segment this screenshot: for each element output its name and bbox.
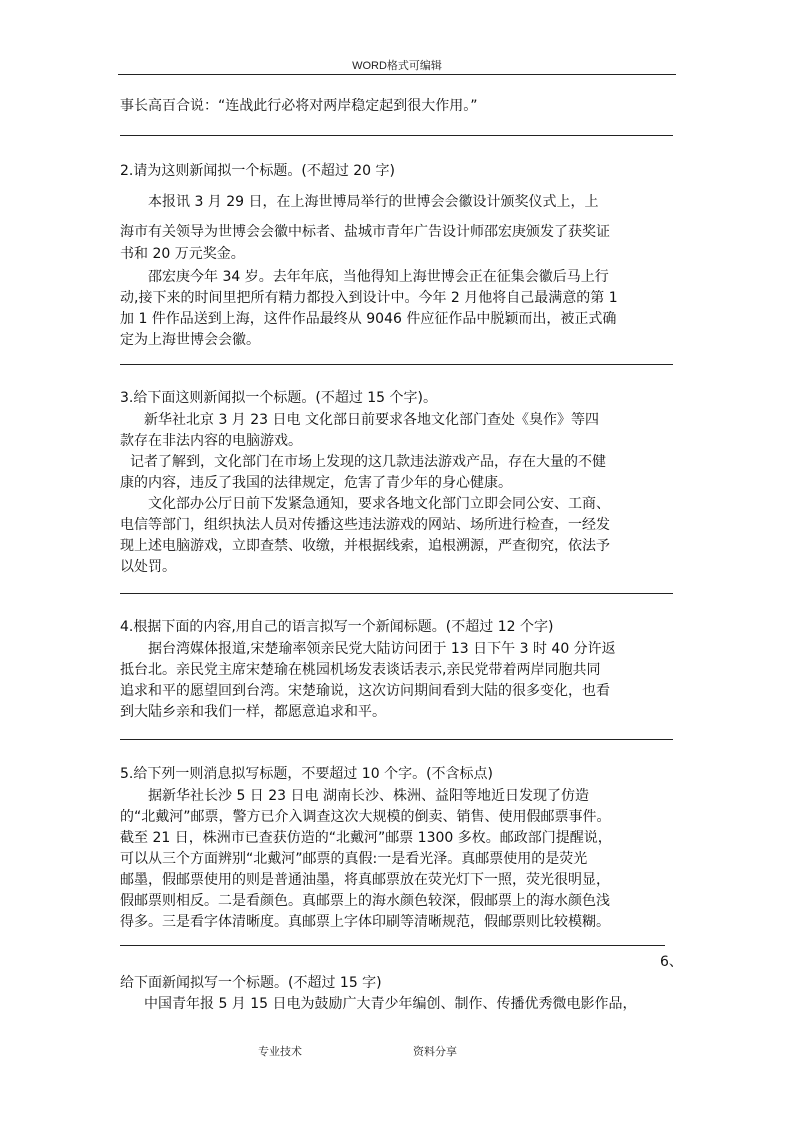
q2-line: 海市有关领导为世博会会徽中标者、盐城市青年广告设计师邵宏庚颁发了获奖证: [120, 224, 610, 240]
q2-line: 加 1 件作品送到上海，这件作品最终从 9046 件应征作品中脱颖而出，被正式确: [120, 311, 617, 327]
q2-line: 定为上海世博会会徽。: [120, 332, 260, 348]
page-header: WORD格式可编辑: [352, 60, 442, 72]
q5-line: 可以从三个方面辨别“北戴河”邮票的真假:一是看光泽。真邮票使用的是荧光: [120, 851, 588, 867]
q4-line: 到大陆乡亲和我们一样，都愿意追求和平。: [120, 704, 386, 720]
q3-line: 记者了解到，文化部门在市场上发现的这几款违法游戏产品，存在大量的不健: [130, 454, 606, 470]
q3-line: 现上述电脑游戏，立即查禁、收缴，并根据线索，追根溯源，严查彻究，依法予: [120, 538, 610, 554]
q6-number: 6、: [660, 954, 683, 970]
q1-tail: 事长高百合说：“连战此行必将对两岸稳定起到很大作用。”: [120, 98, 478, 114]
q2-line: 书和 20 万元奖金。: [120, 246, 245, 262]
q3-line: 以处罚。: [120, 559, 176, 575]
q2-line: 本报讯 3 月 29 日，在上海世博局举行的世博会会徽设计颁奖仪式上，上: [148, 194, 599, 210]
answer-line-q5[interactable]: [120, 945, 665, 946]
q5-line: 得多。三是看字体清晰度。真邮票上字体印刷等清晰规范，假邮票则比较模糊。: [120, 914, 610, 930]
q4-title: 4.根据下面的内容,用自己的语言拟写一个新闻标题。(不超过 12 个字): [120, 619, 554, 635]
footer-right: 资料分享: [413, 1045, 457, 1058]
q3-line: 康的内容，违反了我国的法律规定，危害了青少年的身心健康。: [120, 475, 512, 491]
q3-line: 文化部办公厅日前下发紧急通知，要求各地文化部门立即会同公安、工商、: [148, 496, 610, 512]
q3-line: 电信等部门，组织执法人员对传播这些违法游戏的网站、场所进行检查，一经发: [120, 517, 610, 533]
answer-line-q4[interactable]: [120, 739, 673, 740]
q5-line: 截至 21 日，株洲市已查获仿造的“北戴河”邮票 1300 多枚。邮政部门提醒说，: [120, 830, 612, 846]
q2-line: 动,接下来的时间里把所有精力都投入到设计中。今年 2 月他将自己最满意的第 1: [120, 290, 618, 306]
q2-line: 邵宏庚今年 34 岁。去年年底，当他得知上海世博会正在征集会徽后马上行: [148, 269, 609, 285]
q4-line: 追求和平的愿望回到台湾。宋楚瑜说，这次访问期间看到大陆的很多变化，也看: [120, 683, 610, 699]
q3-title: 3.给下面这则新闻拟一个标题。(不超过 15 个字)。: [120, 390, 437, 406]
q2-title: 2.请为这则新闻拟一个标题。(不超过 20 字): [120, 163, 395, 179]
footer-left: 专业技术: [258, 1045, 302, 1058]
q6-title: 给下面新闻拟写一个标题。(不超过 15 字): [120, 975, 382, 991]
q4-line: 抵台北。亲民党主席宋楚瑜在桃园机场发表谈话表示,亲民党带着两岸同胞共同: [120, 662, 601, 678]
q3-line: 款存在非法内容的电脑游戏。: [120, 433, 302, 449]
q3-line: 新华社北京 3 月 23 日电 文化部日前要求各地文化部门查处《臭作》等四: [144, 412, 599, 428]
q5-line: 邮墨，假邮票使用的则是普通油墨，将真邮票放在荧光灯下一照，荧光很明显，: [120, 872, 610, 888]
q5-line: 假邮票则相反。二是看颜色。真邮票上的海水颜色较深，假邮票上的海水颜色浅: [120, 893, 610, 909]
q5-title: 5.给下列一则消息拟写标题，不要超过 10 个字。(不含标点): [120, 766, 493, 782]
answer-line-q1[interactable]: [120, 135, 673, 136]
answer-line-q3[interactable]: [120, 593, 673, 594]
q5-line: 的“北戴河”邮票，警方已介入调查这次大规模的倒卖、销售、使用假邮票事件。: [120, 809, 611, 825]
q5-line: 据新华社长沙 5 日 23 日电 湖南长沙、株洲、益阳等地近日发现了仿造: [148, 788, 589, 804]
q6-line: 中国青年报 5 月 15 日电为鼓励广大青少年编创、制作、传播优秀微电影作品，: [144, 996, 637, 1012]
header-rule: [118, 74, 676, 75]
q4-line: 据台湾媒体报道,宋楚瑜率领亲民党大陆访问团于 13 日下午 3 时 40 分许返: [148, 641, 616, 657]
answer-line-q2[interactable]: [120, 364, 673, 365]
